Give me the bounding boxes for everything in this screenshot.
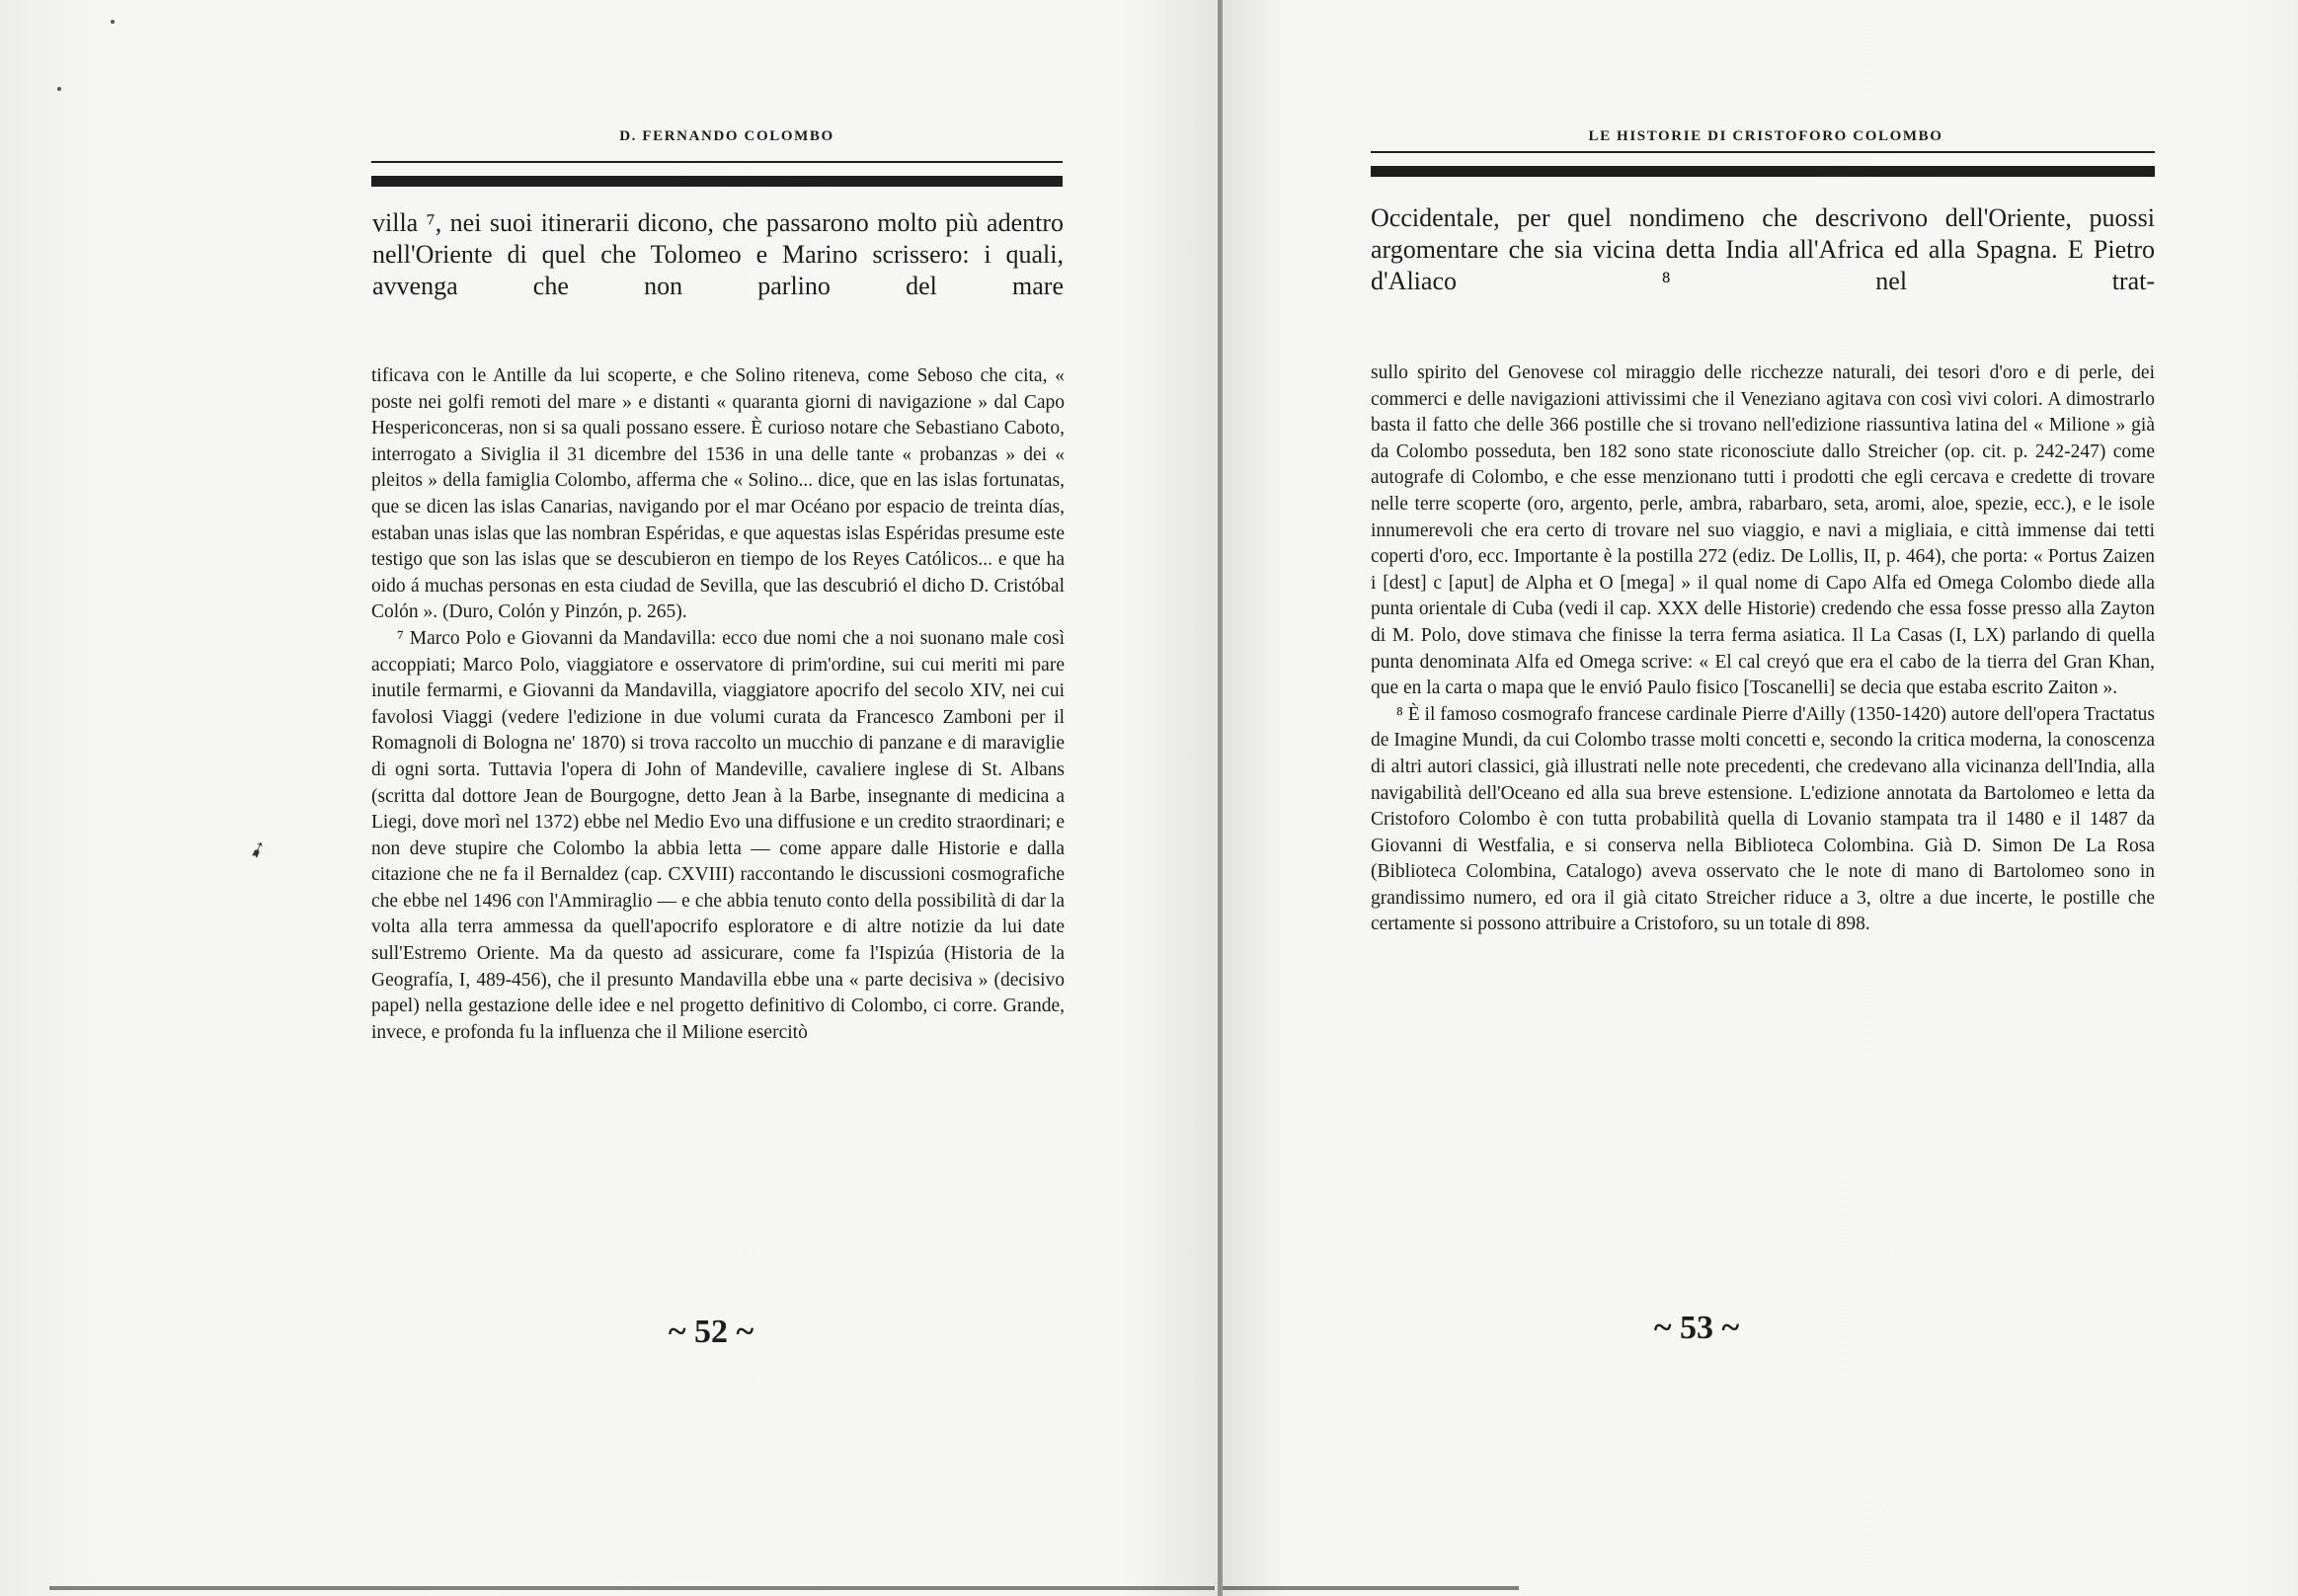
paper-speck [57,87,61,91]
right-header-rule-thick [1371,166,2155,177]
right-note-continuation: sullo spirito del Genovese col miraggio delle ricchezze naturali, dei tesori d'oro e di perle, dei commerci e delle navigazioni attivissimi che il Veneziano agitava con così vivi colori. A dimostrarlo basta il fatto che delle 366 postille che si trovano nell'edizione riassuntiva latina del « Milione » già da Colombo posseduta, ben 182 sono state riconosciute dallo Streicher (op. cit. p. 242-247) come autografe di Colombo, e che esse menzionano tutti i prodotti che egli cercava e credette di trovare nelle terre scoperte (oro, argento, perle, ambra, rabarbaro, seta, aromi, aloe, spezie, ecc.), e le isole innumerevoli che era certo di trovare nel suo viaggio, e navi a migliaia, e città immense dai tetti coperti d'oro, ecc. Importante è la postilla 272 (ediz. De Lollis, II, p. 464), che porta: « Portus Zaizen i [dest] c [aput] de Alpha et O [mega] » il qual nome di Capo Alfa ed Omega Colombo diede alla punta orientale di Cuba (vedi il cap. XXX delle Historie) credendo che essa fosse presso alla Zayton di M. Polo, dove stimava che finisse la terra ferma asiatica. Il La Casas (I, LX) parlando di quella punta denominata Alfa ed Omega scrive: « El cal creyó que era el cabo de la tierra del Gran Khan, que en la carta o mapa que le envió Paulo fisico [Toscanelli] se decia que estaba escrito Zaiton ». [1371,362,2155,699]
left-page-number: ~ 52 ~ [668,1314,754,1350]
right-page [1223,0,2298,1596]
left-running-head: D. FERNANDO COLOMBO [619,128,834,144]
right-running-head: LE HISTORIE DI CRISTOFORO COLOMBO [1588,128,1943,144]
right-bottom-edge-line [1223,1586,1519,1590]
right-page-number: ~ 53 ~ [1653,1310,1740,1346]
right-main-paragraph: Occidentale, per quel nondimeno che descrivono dell'Oriente, puossi argomentare che sia vicina detta India all'Africa ed alla Spagna. E Pietro d'Aliaco ⁸ nel trat- [1371,203,2155,295]
left-header-rule-thin [371,161,1063,163]
right-note-8: ⁸ È il famoso cosmografo francese cardinale Pierre d'Ailly (1350-1420) autore dell'opera Tractatus de Imagine Mundi, da cui Colombo trasse molti concetti e, secondo la critica moderna, la conoscenza di altri autori classici, già illustrati nelle note precedenti, che credevano alla vicinanza dell'India, alla navigabilità dell'Oceano ed alla sua breve estensione. L'edizione annotata da Bartolomeo e letta da Cristoforo Colombo è con tutta probabilità quella di Lovanio stampata tra il 1480 e il 1487 da Giovanni di Westfalia, e si conserva nella Biblioteca Colombina. Già D. Simon De La Rosa (Biblioteca Colombina, Catalogo) aveva osservato che le note di mano di Bartolomeo sono in grandissimo numero, ed ora il già citato Streicher riduce a 3, oltre a due incerte, le postille che certamente si possono attribuire a Cristoforo, su un totale di 898. [1371,703,2155,935]
right-header-rule-thin [1371,151,2155,153]
left-note-continuation: tificava con le Antille da lui scoperte, e che Solino riteneva, come Seboso che cita, « poste nei golfi remoti del mare » e distanti « quaranta giorni di navigazione » dal Capo Hespericonceras, non si sa quali possano essere. È curioso notare che Sebastiano Caboto, interrogato a Siviglia il 31 dicembre del 1536 in una delle tante « probanzas » dei « pleitos » della famiglia Colombo, afferma che « Solino... dice, que en las islas fortunatas, que se dicen las islas Canarias, navigando por el mar Océano por espacio de treinta días, estaban unas islas que las nombran Espéridas, e que aquestas islas Espéridas presume este testigo que son las islas que se descubieron en tiempo de los Reyes Católicos... e que ha oido á muchas personas en esta ciudad de Sevilla, que las descubrió el dicho D. Cristóbal Colón ». (Duro, Colón y Pinzón, p. 265). [371,365,1065,623]
paper-speck [111,20,115,24]
left-main-text [372,207,1064,302]
right-main-text [1371,202,2155,297]
left-main-paragraph: villa ⁷, nei suoi itinerarii dicono, che passarono molto più adentro nell'Oriente di quel che Tolomeo e Marino scrissero: i quali, avvenga che non parlino del mare [372,208,1064,300]
left-bottom-edge-line [49,1586,1215,1590]
left-header-rule-thick [371,176,1063,187]
left-footnotes [371,363,1065,1046]
left-note-7: ⁷ Marco Polo e Giovanni da Mandavilla: ecco due nomi che a noi suonano male così accoppiati; Marco Polo, viaggiatore e osservatore di prim'ordine, sui cui meriti mi pare inutile fermarmi, e Giovanni da Mandavilla, viaggiatore apocrifo del secolo XIV, nei cui favolosi Viaggi (vedere l'edizione in due volumi curata da Francesco Zamboni per il Romagnoli di Bologna ne' 1870) si trova raccolto un mucchio di panzane e di maraviglie di ogni sorta. Tuttavia l'opera di John of Mandeville, cavaliere inglese di St. Albans (scritta dal dottore Jean de Bourgogne, detto Jean à la Barbe, insegnante di medicina a Liegi, dove morì nel 1372) ebbe nel Medio Evo una diffusione e un credito straordinari; e non deve stupire che Colombo la abbia letta — come appare dalle Historie e dalla citazione che ne fa il Bernaldez (cap. CXVIII) raccontando le discussioni cosmografiche che ebbe nel 1496 con l'Ammiraglio — e che abbia tenuto conto della possibilità di dar la volta alla terra ammessa da quell'apocrifo esploratore e di altre notizie da lui date sull'Estremo Oriente. Ma da questo ad assicurare, come fa l'Ispizúa (Historia de la Geografía, I, 489-456), che il presunto Mandavilla ebbe una « parte decisiva » (decisivo papel) nella gestazione delle idee e nel progetto definitivo di Colombo, ci corre. Grande, invece, e profonda fu la influenza che il Milione esercitò [371,627,1065,1043]
margin-mark-icon: ➹ [245,835,272,865]
right-footnotes [1371,360,2155,938]
